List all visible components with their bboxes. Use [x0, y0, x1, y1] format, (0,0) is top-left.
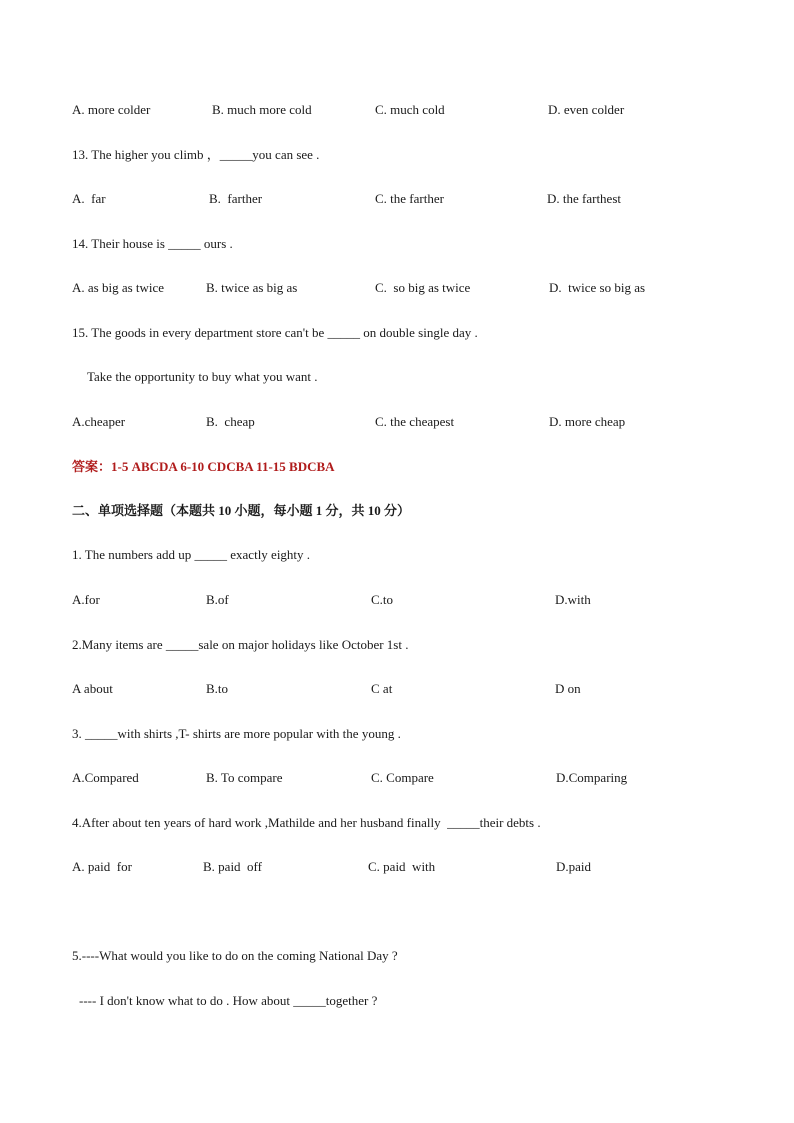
q12-option-c: C. much cold: [375, 102, 445, 117]
s2-q4-option-d: D.paid: [556, 859, 592, 874]
q13-option-b: B. farther: [209, 191, 263, 206]
q13-option-a: A. far: [72, 191, 106, 206]
q13-option-d: D. the farthest: [547, 191, 622, 206]
s2-q3-option-a: A.Compared: [72, 770, 139, 785]
s2-q5-stem: 5.----What would you like to do on the coming National Day ?: [72, 948, 398, 963]
s2-q3-option-c: C. Compare: [371, 770, 434, 785]
s2-q4-option-c: C. paid with: [368, 859, 436, 874]
section-heading: 二、单项选择题（本题共 10 小题，每小题 1 分，共 10 分）: [72, 503, 411, 518]
s2-q2-option-b: B.to: [206, 681, 229, 696]
s2-q2-stem: 2.Many items are _____sale on major holidays like October 1st .: [72, 637, 409, 652]
q15-option-c: C. the cheapest: [375, 414, 455, 429]
s2-q2-option-c: C at: [371, 681, 393, 696]
s2-q3-option-b: B. To compare: [206, 770, 283, 785]
q14-option-c: C. so big as twice: [375, 280, 471, 295]
q15-option-b: B. cheap: [206, 414, 255, 429]
q12-option-b: B. much more cold: [212, 102, 312, 117]
s2-q1-option-d: D.with: [555, 592, 591, 607]
s2-q4-option-b: B. paid off: [203, 859, 262, 874]
s2-q1-stem: 1. The numbers add up _____ exactly eighty .: [72, 547, 311, 562]
q14-stem: 14. Their house is _____ ours .: [72, 236, 233, 251]
s2-q1-option-b: B.of: [206, 592, 229, 607]
q15-option-d: D. more cheap: [549, 414, 626, 429]
s2-q2-option-a: A about: [72, 681, 113, 696]
q15-stem-continuation: Take the opportunity to buy what you want .: [87, 369, 318, 384]
answer-key: 答案：1-5 ABCDA 6-10 CDCBA 11-15 BDCBA: [72, 459, 335, 474]
s2-q2-option-d: D on: [555, 681, 581, 696]
s2-q3-option-d: D.Comparing: [556, 770, 628, 785]
q12-option-a: A. more colder: [72, 102, 151, 117]
q12-option-d: D. even colder: [548, 102, 625, 117]
s2-q1-option-a: A.for: [72, 592, 100, 607]
q14-option-a: A. as big as twice: [72, 280, 165, 295]
q13-stem: 13. The higher you climb ，_____you can see .: [72, 147, 320, 162]
s2-q4-option-a: A. paid for: [72, 859, 132, 874]
s2-q4-stem: 4.After about ten years of hard work ,Mathilde and her husband finally _____their debts .: [72, 815, 541, 830]
q14-option-d: D. twice so big as: [549, 280, 646, 295]
q13-option-c: C. the farther: [375, 191, 444, 206]
s2-q1-option-c: C.to: [371, 592, 394, 607]
q15-option-a: A.cheaper: [72, 414, 126, 429]
s2-q3-stem: 3. _____with shirts ,T- shirts are more popular with the young .: [72, 726, 401, 741]
q15-stem: 15. The goods in every department store can't be _____ on double single day .: [72, 325, 478, 340]
s2-q5-stem-continuation: ---- I don't know what to do . How about _____together ?: [79, 993, 378, 1008]
q14-option-b: B. twice as big as: [206, 280, 298, 295]
